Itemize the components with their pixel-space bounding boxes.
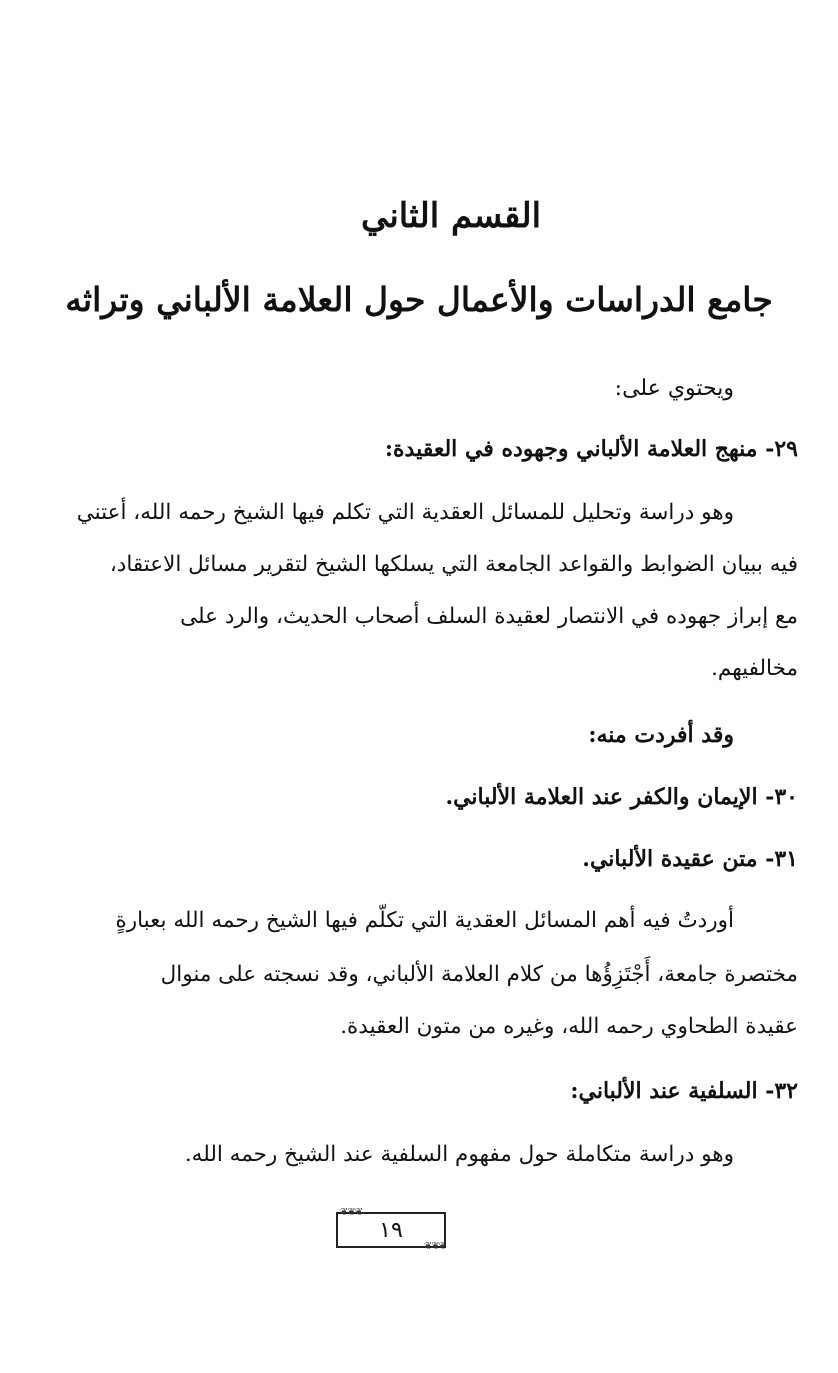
intro-text: ويحتوي على: (614, 376, 734, 401)
item-29-heading: ٢٩- منهج العلامة الألباني وجهوده في العقيدة: (384, 436, 798, 462)
main-title: جامع الدراسات والأعمال حول العلامة الألباني وتراثه (65, 280, 773, 319)
item-30-heading: ٣٠- الإيمان والكفر عند العلامة الألباني. (445, 784, 798, 810)
item-29-line-3: مع إبراز جهوده في الانتصار لعقيدة السلف أصحاب الحديث، والرد على (180, 604, 798, 629)
item-31-line-3: عقيدة الطحاوي رحمه الله، وغيره من متون العقيدة. (340, 1014, 798, 1039)
corner-ornament-icon: ❦❦❦ (423, 1242, 446, 1252)
item-31-heading: ٣١- متن عقيدة الألباني. (582, 846, 798, 872)
separated-label: وقد أفردت منه: (588, 722, 734, 748)
page-number-frame (336, 1208, 446, 1252)
item-29-line-2: فيه ببيان الضوابط والقواعد الجامعة التي يسلكها الشيخ لتقرير مسائل الاعتقاد، (109, 552, 798, 577)
item-29-line-1: وهو دراسة وتحليل للمسائل العقدية التي تكلم فيها الشيخ رحمه الله، أعتني (76, 500, 734, 525)
item-32-line-1: وهو دراسة متكاملة حول مفهوم السلفية عند الشيخ رحمه الله. (184, 1142, 734, 1167)
page-number: ١٩ (379, 1218, 403, 1243)
corner-ornament-icon: ❦❦❦ (339, 1208, 362, 1218)
item-29-line-4: مخالفيهم. (711, 656, 798, 681)
item-31-line-1: أوردتُ فيه أهم المسائل العقدية التي تكلّم فيها الشيخ رحمه الله بعبارةٍ (115, 908, 734, 933)
item-31-line-2: مختصرة جامعة، أَجْتَزِؤُها من كلام العلامة الألباني، وقد نسجته على منوال (160, 962, 798, 987)
section-title: القسم الثاني (360, 196, 542, 236)
item-32-heading: ٣٢- السلفية عند الألباني: (570, 1078, 798, 1104)
